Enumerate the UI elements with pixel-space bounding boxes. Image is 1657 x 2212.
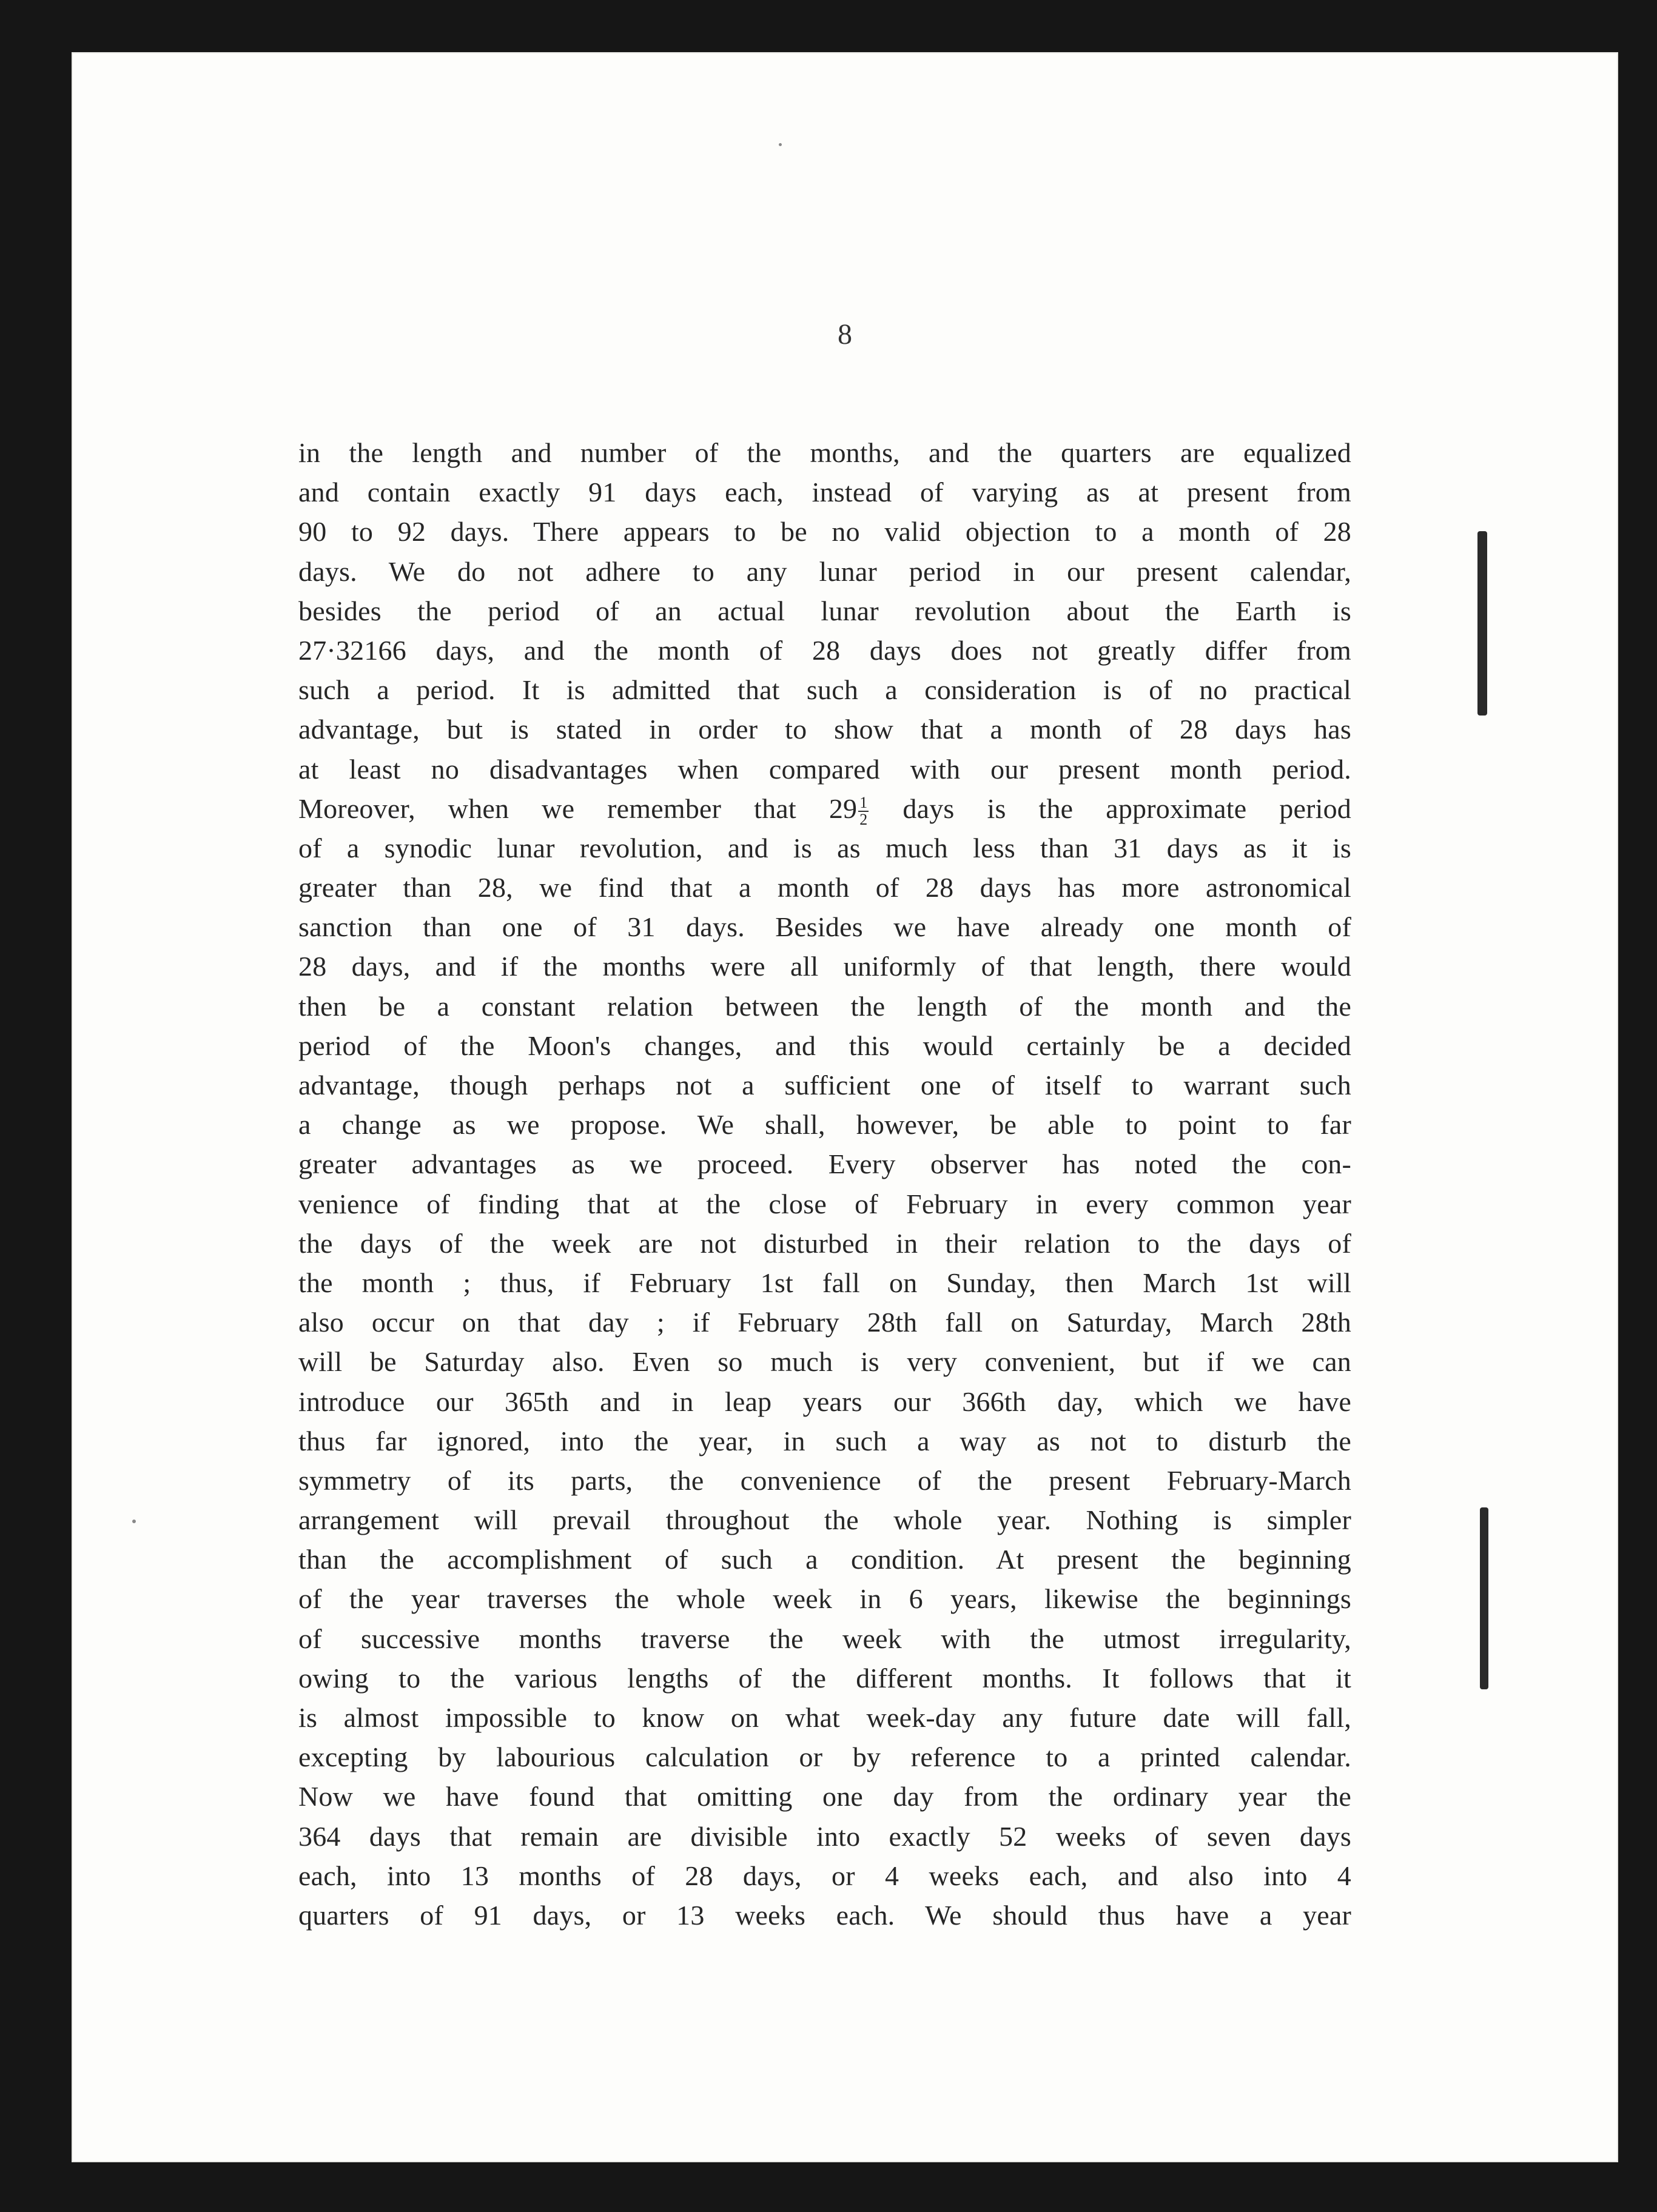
text-line: quarters of 91 days, or 13 weeks each. We should thus have a year bbox=[298, 1899, 1351, 1931]
text-line: the days of the week are not disturbed in their relation to the days of bbox=[298, 1227, 1351, 1259]
text-line: of the year traverses the whole week in 6 years, likewise the beginnings bbox=[298, 1583, 1351, 1615]
text-line: days. We do not adhere to any lunar period in our present calendar, bbox=[298, 555, 1351, 587]
text-line: period of the Moon's changes, and this would certainly be a decided bbox=[298, 1030, 1351, 1061]
text-line: such a period. It is admitted that such a consideration is of no practical bbox=[298, 674, 1351, 706]
fraction bbox=[858, 795, 869, 828]
text-line: then be a constant relation between the length of the month and the bbox=[298, 990, 1351, 1022]
text-line: thus far ignored, into the year, in such a way as not to disturb the bbox=[298, 1425, 1351, 1456]
scan-speck bbox=[779, 143, 782, 146]
fraction-line-after: days is the approximate period bbox=[902, 793, 1351, 824]
fraction-denominator: 2 bbox=[859, 811, 868, 828]
text-line: advantage, though perhaps not a sufficient one of itself to warrant such bbox=[298, 1070, 1351, 1101]
text-line: a change as we propose. We shall, however, be able to point to far bbox=[298, 1109, 1351, 1141]
staple-mark-lower bbox=[1480, 1507, 1488, 1689]
fraction-line-before: Moreover, when we remember that 29 bbox=[298, 793, 858, 824]
text-line-with-fraction bbox=[298, 789, 1351, 828]
body-text bbox=[298, 433, 1351, 1935]
fraction-numerator: 1 bbox=[859, 794, 868, 812]
text-line: the month ; thus, if February 1st fall on Sunday, then March 1st will bbox=[298, 1267, 1351, 1298]
document-page bbox=[72, 52, 1618, 2162]
text-line: advantage, but is stated in order to show that a month of 28 days has bbox=[298, 714, 1351, 745]
text-line: 27·32166 days, and the month of 28 days does not greatly differ from bbox=[298, 634, 1351, 666]
text-line: arrangement will prevail throughout the whole year. Nothing is simpler bbox=[298, 1504, 1351, 1536]
text-line: greater advantages as we proceed. Every observer has noted the con- bbox=[298, 1148, 1351, 1180]
scan-speck bbox=[132, 1520, 136, 1523]
text-line: owing to the various lengths of the different months. It follows that it bbox=[298, 1662, 1351, 1694]
text-line: symmetry of its parts, the convenience of the present February-March bbox=[298, 1464, 1351, 1496]
text-line: 28 days, and if the months were all uniformly of that length, there would bbox=[298, 951, 1351, 982]
text-line: is almost impossible to know on what week-day any future date will fall, bbox=[298, 1702, 1351, 1733]
text-line: also occur on that day ; if February 28th fall on Saturday, March 28th bbox=[298, 1307, 1351, 1338]
text-line: excepting by labourious calculation or by reference to a printed calendar. bbox=[298, 1741, 1351, 1773]
text-line: 90 to 92 days. There appears to be no valid objection to a month of 28 bbox=[298, 516, 1351, 548]
text-line: 364 days that remain are divisible into exactly 52 weeks of seven days bbox=[298, 1820, 1351, 1852]
text-line: than the accomplishment of such a condition. At present the beginning bbox=[298, 1544, 1351, 1575]
text-line: and contain exactly 91 days each, instead of varying as at present from bbox=[298, 477, 1351, 508]
text-line: each, into 13 months of 28 days, or 4 weeks each, and also into 4 bbox=[298, 1860, 1351, 1891]
text-line: venience of finding that at the close of February in every common year bbox=[298, 1188, 1351, 1219]
text-line: at least no disadvantages when compared with our present month period. bbox=[298, 753, 1351, 785]
text-line: in the length and number of the months, and the quarters are equalized bbox=[298, 437, 1351, 468]
text-line: greater than 28, we find that a month of 28 days has more astronomical bbox=[298, 872, 1351, 903]
text-line: of a synodic lunar revolution, and is as much less than 31 days as it is bbox=[298, 832, 1351, 863]
text-line: sanction than one of 31 days. Besides we have already one month of bbox=[298, 911, 1351, 943]
text-line: besides the period of an actual lunar revolution about the Earth is bbox=[298, 595, 1351, 626]
text-line: Now we have found that omitting one day from the ordinary year the bbox=[298, 1781, 1351, 1812]
text-line: introduce our 365th and in leap years our 366th day, which we have bbox=[298, 1386, 1351, 1417]
page-number: 8 bbox=[838, 318, 852, 350]
staple-mark-upper bbox=[1477, 531, 1487, 716]
text-line: will be Saturday also. Even so much is very convenient, but if we can bbox=[298, 1346, 1351, 1378]
text-line: of successive months traverse the week with the utmost irregularity, bbox=[298, 1623, 1351, 1654]
